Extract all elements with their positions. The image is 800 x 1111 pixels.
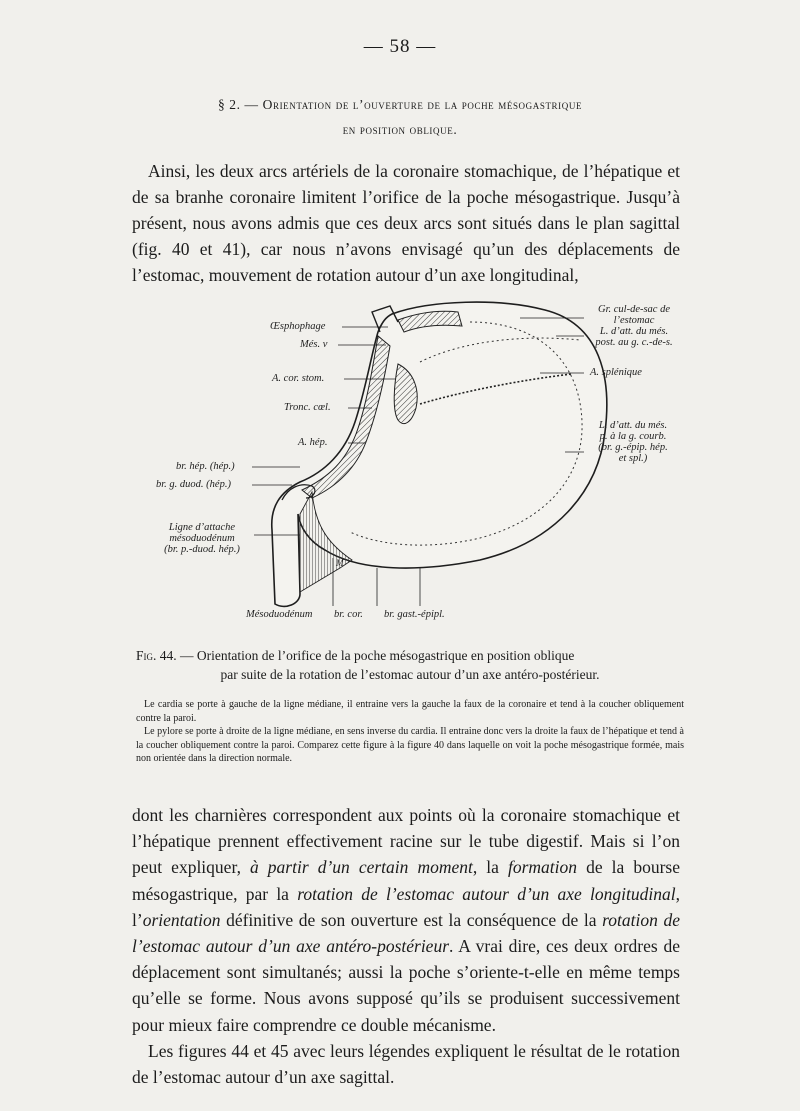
- label-ligne-attache-3: (br. p.-duod. hép.): [164, 544, 240, 555]
- label-l-att-mes-2: p. à la g. courb.: [599, 431, 667, 442]
- paragraph-3-text: Les figures 44 et 45 avec leurs légendes expliquent le résultat de le rotation de l’estomac autour d’un axe sagittal.: [132, 1040, 680, 1088]
- paragraph-2: [132, 802, 680, 1090]
- label-gr-cul-1: Gr. cul-de-sac de: [597, 304, 671, 315]
- paragraph-2-text: [132, 802, 680, 1038]
- label-ligne-attache-2: mésoduodénum: [169, 533, 235, 544]
- p2-s3: de la bourse mésogastrique, par la: [132, 857, 680, 904]
- paragraph-1-text: Ainsi, les deux arcs artériels de la coronaire stomachique, de l’hépatique et de sa branhe coronaire limitent l’orifice de la poche mésogastrique. Jusqu’à présent, nous avons admis que ces deux arcs sont situés dans le plan sagittal (fig. 40 et 41), car nous n’avons envisagé qu’un des déplacements de l’estomac, mouvement de rotation autour d’un axe longitudinal,: [132, 161, 680, 285]
- label-br-g-duod: br. g. duod. (hép.): [156, 479, 231, 490]
- caption-line-1: — Orientation de l’orifice de la poche mésogastrique en position oblique: [180, 648, 575, 663]
- p2-s2: , la: [472, 857, 508, 878]
- mark-m: M: [336, 558, 344, 568]
- caption-line-2: par suite de la rotation de l’estomac autour d’un axe antéro-postérieur.: [220, 667, 600, 682]
- heading-line-2: en position oblique.: [342, 122, 458, 137]
- p2-s1: dont les charnières correspondent aux points où la coronaire stomachique et l’hépatique prennent effectivement racine sur le tube digestif. Mais si l’on peut expliquer,: [132, 805, 680, 878]
- label-a-splenique: A. splénique: [590, 367, 642, 378]
- label-br-cor: br. cor.: [334, 609, 363, 620]
- label-ligne-attache-1: Ligne d’attache: [168, 522, 236, 533]
- label-tronc-coel: Tronc. cœl.: [284, 402, 331, 413]
- label-mes-v: Més. v: [300, 339, 328, 350]
- p2-e4: orientation: [142, 909, 221, 930]
- label-l-att-mes-4: et spl.): [618, 453, 648, 464]
- legend-paragraph-1: Le cardia se porte à gauche de la ligne médiane, il entraine vers la gauche la faux de la coronaire et tend à la coucher obliquement contre la paroi.: [136, 699, 684, 724]
- p2-s5: définitive de son ouverture est la conséquence de la: [220, 909, 603, 930]
- label-l-att-2: post. au g. c.-de-s.: [595, 337, 673, 348]
- figure-44: [0, 292, 800, 632]
- p2-s4: , l’: [132, 883, 680, 930]
- label-br-hep: br. hép. (hép.): [176, 461, 235, 472]
- label-ligne-attache: [150, 522, 254, 555]
- label-a-cor-stom: A. cor. stom.: [272, 373, 325, 384]
- label-gr-cul-2: l’estomac: [613, 315, 655, 326]
- caption-label: Fig. 44.: [136, 648, 177, 663]
- p2-e1: à partir d’un certain moment: [250, 857, 473, 878]
- paragraph-1: [132, 158, 680, 288]
- label-l-att-mes-3: (br. g.-épip. hép.: [598, 442, 668, 453]
- p2-e3: rotation de l’estomac autour d’un axe longitudinal: [297, 883, 676, 904]
- label-br-gast-epipl: br. gast.-épipl.: [384, 609, 445, 620]
- section-heading: [150, 92, 650, 142]
- figure-caption: [136, 646, 684, 684]
- label-a-hep: A. hép.: [298, 437, 328, 448]
- label-l-att-1: L. d’att. du més.: [599, 326, 669, 337]
- heading-line-1: § 2. — Orientation de l’ouverture de la poche mésogastrique: [217, 97, 583, 112]
- p2-s6: . A vrai dire, ces deux ordres de déplacement sont simultanés; aussi la poche s’oriente-t-elle en même temps qu’elle se forme. Nous avons supposé qu’ils se produisent successivement pour mieux faire comprendre ce double mécanisme.: [132, 936, 680, 1035]
- figure-legend: [136, 698, 684, 766]
- label-oesophage: Œsphophage: [270, 321, 326, 332]
- label-l-att-mes-1: L. d’att. du més.: [598, 420, 668, 431]
- page-number: — 58 —: [363, 36, 437, 57]
- legend-paragraph-2: Le pylore se porte à droite de la ligne médiane, en sens inverse du cardia. Il entraine donc vers la droite la faux de l’hépatique et tend à la coucher obliquement contre la paroi. Comparez cette figure à la figure 40 dans laquelle on voit la poche mésogastrique formée, mais non orientée dans la direction normale.: [136, 726, 684, 764]
- p2-e5: rotation de l’estomac autour d’un axe antéro-postérieur: [132, 909, 680, 957]
- label-gr-cul-de-sac: [586, 304, 682, 348]
- label-mesoduodenum: Mésoduodénum: [246, 609, 313, 620]
- label-l-att-mes: [586, 420, 680, 464]
- p2-e2: formation: [507, 857, 578, 878]
